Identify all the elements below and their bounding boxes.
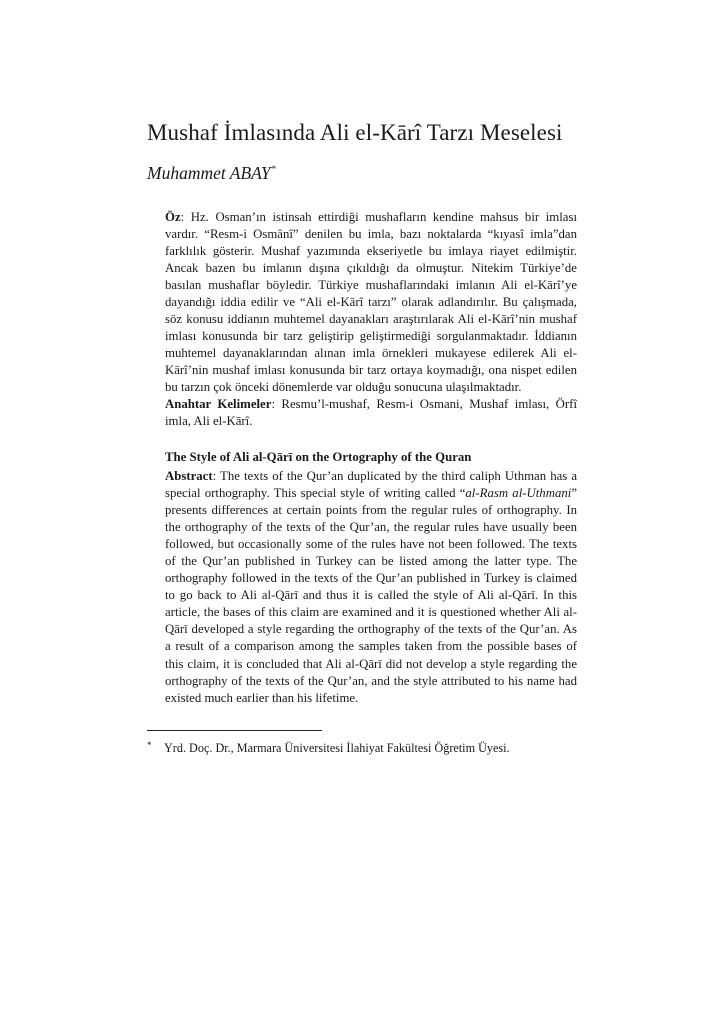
- keywords-text: : Resmu’l-mushaf, Resm-i Osmani, Mushaf imlası, Örfî imla, Ali el-Kārî.: [165, 397, 578, 429]
- author-footnote-mark[interactable]: *: [271, 164, 277, 175]
- english-abstract-italic-term: al-Rasm al-Uthmani: [465, 486, 572, 501]
- english-abstract: [165, 468, 577, 707]
- footnote-mark: *: [147, 740, 152, 750]
- english-abstract-label: Abstract: [165, 469, 213, 483]
- turkish-abstract-label: Öz: [165, 210, 181, 224]
- author-name: Muhammet ABAY: [147, 163, 271, 183]
- turkish-abstract: [165, 209, 577, 397]
- turkish-keywords: [165, 396, 577, 430]
- author-line: [147, 163, 276, 184]
- english-abstract-text-before: : The texts of the Qur’an duplicated by the third caliph Uthman has a special orthography. This special style of writing called “: [165, 469, 577, 501]
- article-title: Mushaf İmlasında Ali el-Kārî Tarzı Meselesi: [147, 120, 563, 145]
- english-title: The Style of Ali al-Qārī on the Ortography of the Quran: [165, 450, 472, 464]
- turkish-abstract-text: : Hz. Osman’ın istinsah ettirdiği mushafların kendine mahsus bir imlası vardır. “Resm-i Osmânî” denilen bu imla, bazı noktalarda “kıyasî imla”dan farklılık gösterir. Mushaf yazımında ekseriyetle bu imlaya riayet edilmiştir. Ancak bazen bu imlanın dışına çıkıldığı da olmuştur. Nitekim Türkiye’de basılan mushaflar böyledir. Türkiye mushaflarındaki imlanın Ali el-Kārî’ye dayandığı iddia edilir ve “Ali el-Kārî tarzı” olarak adlandırılır. Bu çalışmada, söz konusu iddianın muhtemel dayanakları araştırılarak Ali el-Kārî’nin mushaf imlası konusunda bir tarz geliştirip geliştirmediği sorgulanmaktadır. İddianın muhtemel dayanaklarından alınan imla örnekleri mukayese edilerek Ali el-Kārî’nin mushaf imlası konusunda bir tarz ortaya koymadığı, ona nispet edilen bu tarzın çok önceki dönemlerde var olduğu sonucuna ulaşılmaktadır.: [165, 210, 577, 395]
- footnote-text: Yrd. Doç. Dr., Marmara Üniversitesi İlahiyat Fakültesi Öğretim Üyesi.: [164, 741, 510, 755]
- footnote-divider: [147, 730, 322, 731]
- english-abstract-text-after: ” presents differences at certain points from the regular rules of orthography. In the orthography of the texts of the Qur’an, the regular rules have usually been followed, but occasionally some of the rules have not been followed. The texts of the Qur’an published in Turkey can be listed among the latter type. The orthography followed in the texts of the Qur’an published in Turkey is claimed to go back to Ali al-Qārī and thus it is called the style of Ali al-Qārī. In this article, the bases of this claim are examined and it is questioned whether Ali al-Qārī developed a style regarding the orthography of the texts of the Qur’an. As a result of a comparison among the samples taken from the possible bases of this claim, it is concluded that Ali al-Qārī did not develop a style regarding the orthography of the texts of the Qur’an, and the style attributed to his name had existed much earlier than his lifetime.: [165, 486, 577, 705]
- keywords-label: Anahtar Kelimeler: [165, 397, 272, 411]
